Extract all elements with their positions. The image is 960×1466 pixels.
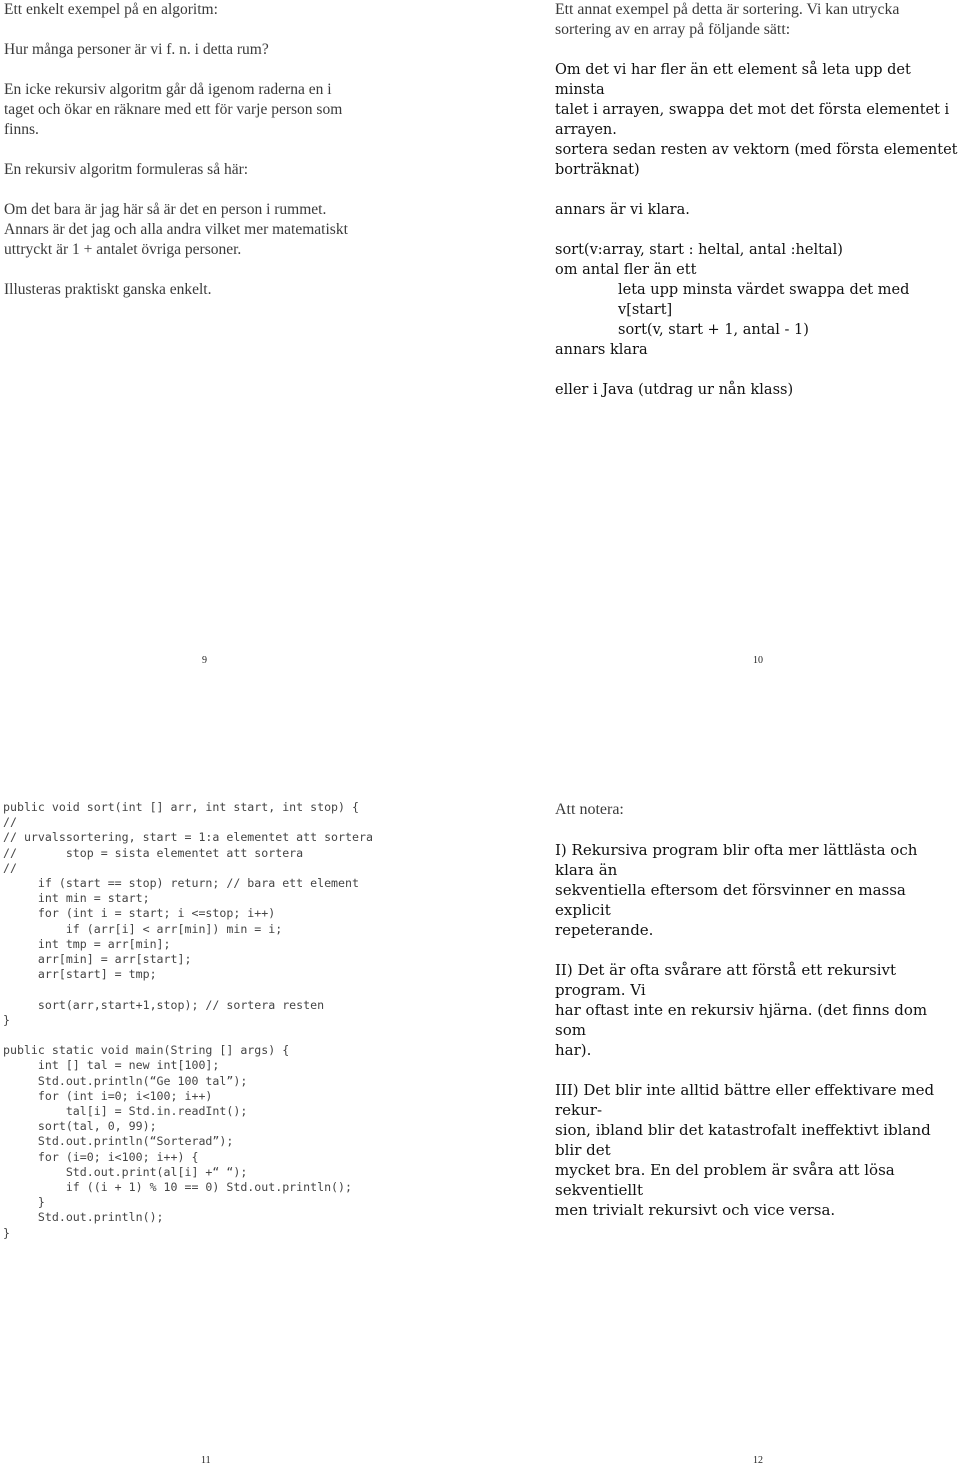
pseudo-signature: sort(v:array, start : heltal, antal :heltal)	[555, 242, 843, 258]
code-line: // stop = sista elementet att sortera	[3, 845, 304, 860]
point-1-line-2: sekventiella eftersom det försvinner en massa explicit	[555, 881, 906, 919]
nonrecursive-line-2: taget och ökar en räknare med ett för varje person som	[4, 101, 343, 118]
algorithm-line-3: arrayen.	[555, 122, 617, 138]
page-11-code	[3, 800, 523, 1241]
code-line: if (arr[i] < arr[min]) min = i;	[3, 921, 283, 936]
pseudo-step-1: leta upp minsta värdet swappa det med v[start]	[618, 282, 910, 318]
code-line: for (i=0; i<100; i++) {	[3, 1149, 199, 1164]
algorithm-line-5: borträknat)	[555, 162, 640, 178]
code-line: if ((i + 1) % 10 == 0) Std.out.println();	[3, 1180, 353, 1195]
algorithm-line-4: sortera sedan resten av vektorn (med första elementet	[555, 142, 958, 158]
algorithm-line-6: annars är vi klara.	[555, 202, 690, 218]
code-line: int [] tal = new int[100];	[3, 1058, 220, 1073]
point-2-line-3: har).	[555, 1041, 592, 1059]
code-line: for (int i = start; i <=stop; i++)	[3, 906, 276, 921]
code-line: arr[min] = arr[start];	[3, 952, 192, 967]
page-10-text	[555, 0, 960, 400]
question-line: Hur många personer är vi f. n. i detta rum?	[4, 41, 269, 58]
code-line: }	[3, 1012, 10, 1027]
code-line: Std.out.println();	[3, 1210, 164, 1225]
code-line: //	[3, 815, 17, 830]
point-3-line-2: sion, ibland blir det katastrofalt ineffektivt ibland blir det	[555, 1121, 931, 1159]
point-2-line-2: har oftast inte en rekursiv hjärna. (det finns dom som	[555, 1001, 928, 1039]
code-line: for (int i=0; i<100; i++)	[3, 1088, 213, 1103]
nonrecursive-line-1: En icke rekursiv algoritm går då igenom raderna en i	[4, 81, 332, 98]
pseudo-else: annars klara	[555, 342, 648, 358]
java-intro: eller i Java (utdrag ur nån klass)	[555, 382, 794, 398]
page-number-10: 10	[753, 655, 763, 666]
algorithm-line-2: talet i arrayen, swappa det mot det första elementet i	[555, 102, 950, 118]
code-line: int min = start;	[3, 891, 150, 906]
code-line: }	[3, 1195, 45, 1210]
code-line: if (start == stop) return; // bara ett element	[3, 876, 359, 891]
point-3-line-3: mycket bra. En del problem är svåra att lösa sekventiellt	[555, 1161, 895, 1199]
intro-line: Ett enkelt exempel på en algoritm:	[4, 1, 218, 18]
code-line: // urvalssortering, start = 1:a elementet att sortera	[3, 830, 373, 845]
page-9-text	[4, 0, 424, 300]
code-line: //	[3, 860, 17, 875]
page-number-9: 9	[202, 655, 207, 666]
recursive-line-1: Om det bara är jag här så är det en person i rummet.	[4, 201, 327, 218]
sorting-intro-line-2: sortering av en array på följande sätt:	[555, 21, 791, 38]
nonrecursive-line-3: finns.	[4, 121, 39, 138]
code-line: int tmp = arr[min];	[3, 936, 171, 951]
illustration-line: Illusteras praktiskt ganska enkelt.	[4, 281, 212, 298]
code-line: Std.out.println(“Sorterad”);	[3, 1134, 234, 1149]
point-1-line-3: repeterande.	[555, 921, 654, 939]
point-3-line-4: men trivialt rekursivt och vice versa.	[555, 1201, 836, 1219]
code-line: arr[start] = tmp;	[3, 967, 157, 982]
pseudo-step-2: sort(v, start + 1, antal - 1)	[618, 322, 809, 338]
code-line: }	[3, 1225, 10, 1240]
page-number-11: 11	[201, 1455, 211, 1466]
code-line: sort(arr,start+1,stop); // sortera resten	[3, 997, 325, 1012]
pseudo-condition: om antal fler än ett	[555, 262, 697, 278]
code-line: Std.out.println(“Ge 100 tal”);	[3, 1073, 248, 1088]
point-1-line-1: I) Rekursiva program blir ofta mer lättlästa och klara än	[555, 841, 918, 879]
code-line: Std.out.print(al[i] +“ “);	[3, 1164, 248, 1179]
point-2-line-1: II) Det är ofta svårare att förstå ett rekursivt program. Vi	[555, 961, 897, 999]
page-number-12: 12	[753, 1455, 763, 1466]
code-line: sort(tal, 0, 99);	[3, 1119, 157, 1134]
code-line: public void sort(int [] arr, int start, int stop) {	[3, 800, 359, 814]
code-block	[3, 800, 523, 1241]
recursive-line-3: uttryckt är 1 + antalet övriga personer.	[4, 241, 242, 258]
recursive-line-2: Annars är det jag och alla andra vilket mer matematiskt	[4, 221, 348, 238]
recursive-heading: En rekursiv algoritm formuleras så här:	[4, 161, 249, 178]
notes-heading: Att notera:	[555, 801, 624, 818]
point-3-line-1: III) Det blir inte alltid bättre eller effektivare med rekur-	[555, 1081, 935, 1119]
sorting-intro-line-1: Ett annat exempel på detta är sortering. Vi kan utrycka	[555, 1, 900, 18]
code-line: tal[i] = Std.in.readInt();	[3, 1104, 248, 1119]
code-line: public static void main(String [] args) {	[3, 1043, 290, 1058]
page-12-text	[555, 800, 960, 1220]
algorithm-line-1: Om det vi har fler än ett element så leta upp det minsta	[555, 62, 911, 98]
